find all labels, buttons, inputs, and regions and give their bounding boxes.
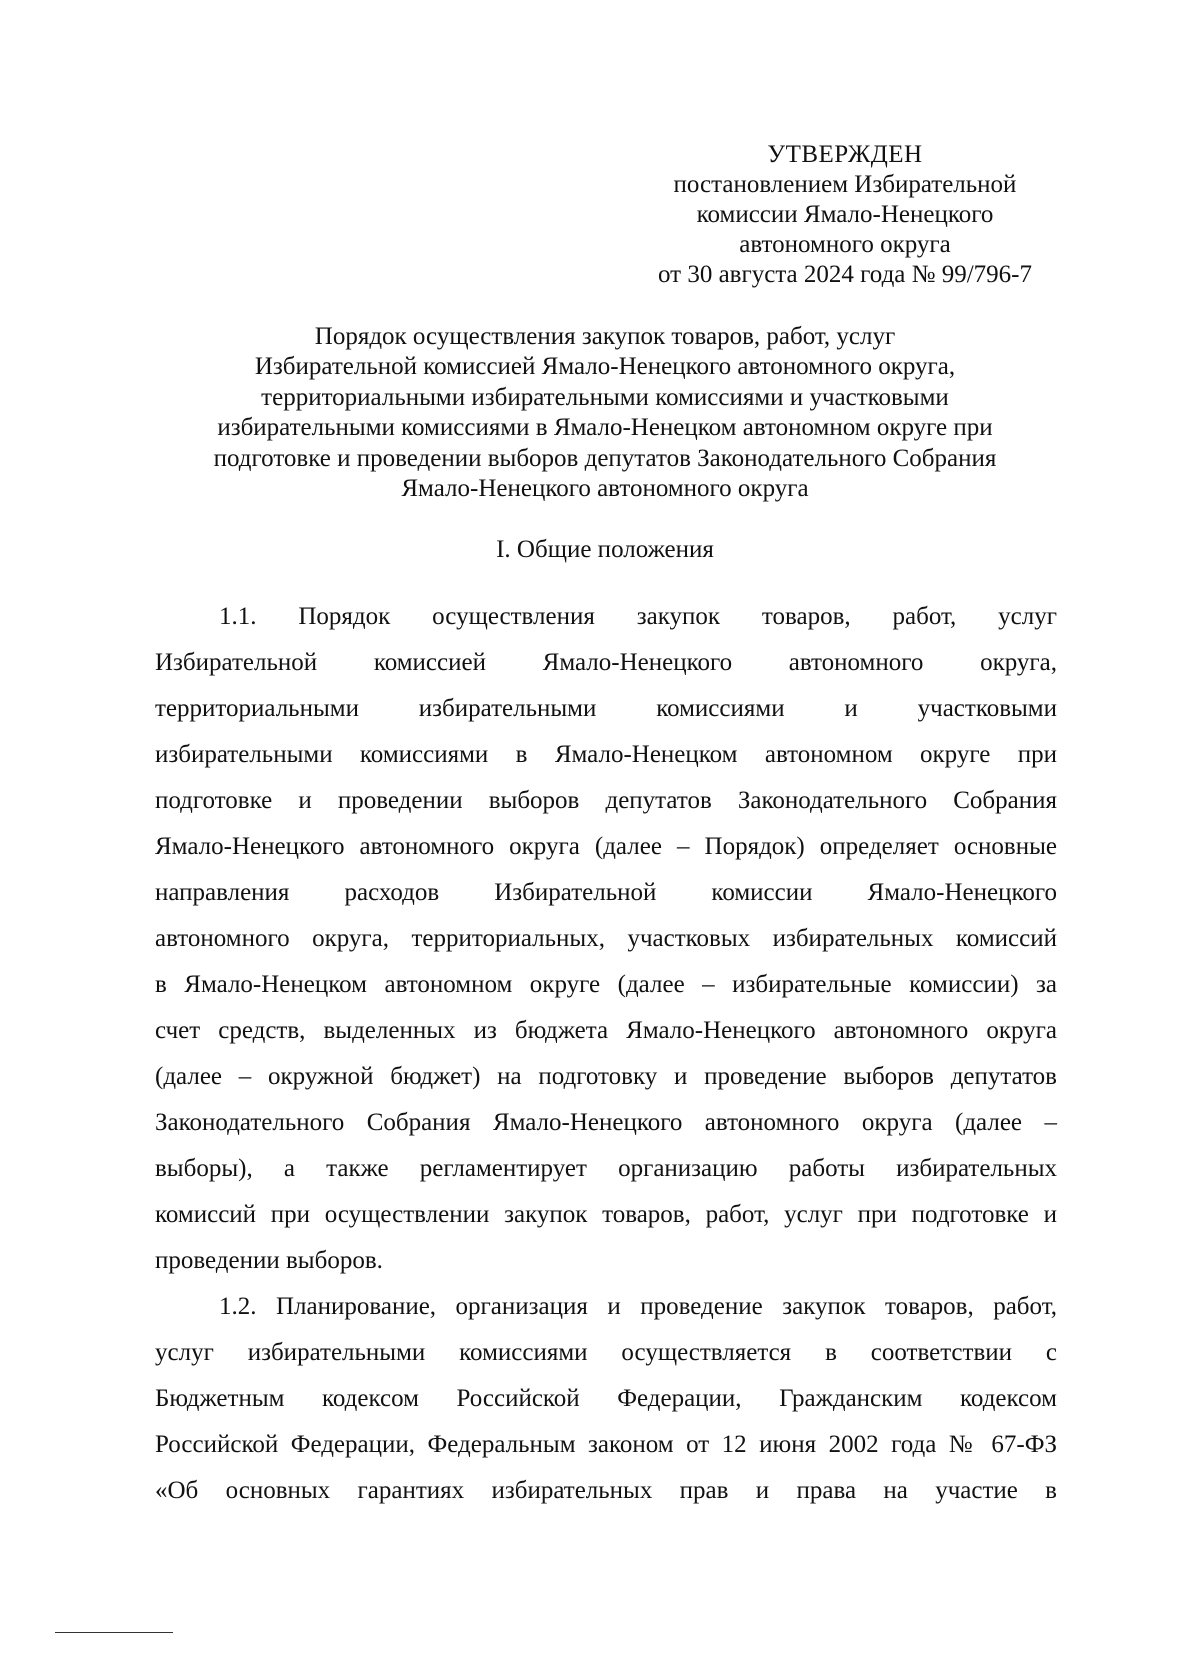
approval-line: комиссии Ямало-Ненецкого (696, 201, 994, 228)
title-line: подготовке и проведении выборов депутатов Законодательного Собрания (213, 444, 997, 472)
paragraph-line: выборы), а также регламентирует организацию работы избирательных (155, 1155, 1057, 1182)
paragraph-line: услуг избирательными комиссиями осуществляется в соответствии с (155, 1339, 1057, 1366)
title-line: Порядок осуществления закупок товаров, работ, услуг (314, 323, 896, 350)
section-heading: I. Общие положения (496, 536, 714, 563)
paragraph-line: направления расходов Избирательной комиссии Ямало-Ненецкого (155, 879, 1057, 906)
approval-line: УТВЕРЖДЕН (767, 141, 923, 168)
paragraph-line: территориальными избирательными комиссиями и участковыми (155, 695, 1057, 722)
paragraph-line: 1.2. Планирование, организация и проведение закупок товаров, работ, (219, 1293, 1057, 1320)
paragraph-line: избирательными комиссиями в Ямало-Ненецком автономном округе при (155, 741, 1057, 768)
approval-line: постановлением Избирательной (673, 171, 1017, 198)
paragraph-line: проведении выборов. (155, 1247, 383, 1274)
paragraph-line: Российской Федерации, Федеральным законом от 12 июня 2002 года № 67-ФЗ (155, 1431, 1057, 1458)
title-line: избирательными комиссиями в Ямало-Ненецком автономном округе при (217, 414, 993, 442)
approval-line: от 30 августа 2024 года № 99/796-7 (657, 261, 1033, 288)
title-line: Ямало-Ненецкого автономного округа (401, 475, 809, 503)
document-body (155, 594, 1057, 1514)
document-title (150, 322, 1060, 504)
title-line: Избирательной комиссией Ямало-Ненецкого автономного округа, (254, 353, 956, 381)
paragraph-line: (далее – окружной бюджет) на подготовку и проведение выборов депутатов (155, 1063, 1057, 1090)
paragraph-line: в Ямало-Ненецком автономном округе (далее – избирательные комиссии) за (155, 971, 1057, 998)
paragraph-1-2 (155, 1284, 1057, 1514)
approval-line: автономного округа (739, 231, 951, 258)
paragraph-line: Избирательной комиссией Ямало-Ненецкого автономного округа, (155, 649, 1057, 676)
paragraph-line: 1.1. Порядок осуществления закупок товаров, работ, услуг (219, 603, 1057, 630)
paragraph-1-1 (155, 594, 1057, 1284)
title-line: территориальными избирательными комиссиями и участковыми (261, 383, 949, 411)
paragraph-line: счет средств, выделенных из бюджета Ямало-Ненецкого автономного округа (155, 1017, 1057, 1044)
footnote-divider (55, 1632, 173, 1633)
paragraph-line: Бюджетным кодексом Российской Федерации, Гражданским кодексом (155, 1385, 1057, 1412)
paragraph-line: автономного округа, территориальных, участковых избирательных комиссий (155, 925, 1057, 952)
approval-stamp (640, 140, 1050, 290)
paragraph-line: комиссий при осуществлении закупок товаров, работ, услуг при подготовке и (155, 1201, 1057, 1228)
paragraph-line: Ямало-Ненецкого автономного округа (далее – Порядок) определяет основные (155, 833, 1057, 860)
paragraph-line: подготовке и проведении выборов депутатов Законодательного Собрания (155, 787, 1057, 814)
paragraph-line: «Об основных гарантиях избирательных прав и права на участие в (155, 1477, 1057, 1504)
paragraph-line: Законодательного Собрания Ямало-Ненецкого автономного округа (далее – (155, 1109, 1057, 1136)
